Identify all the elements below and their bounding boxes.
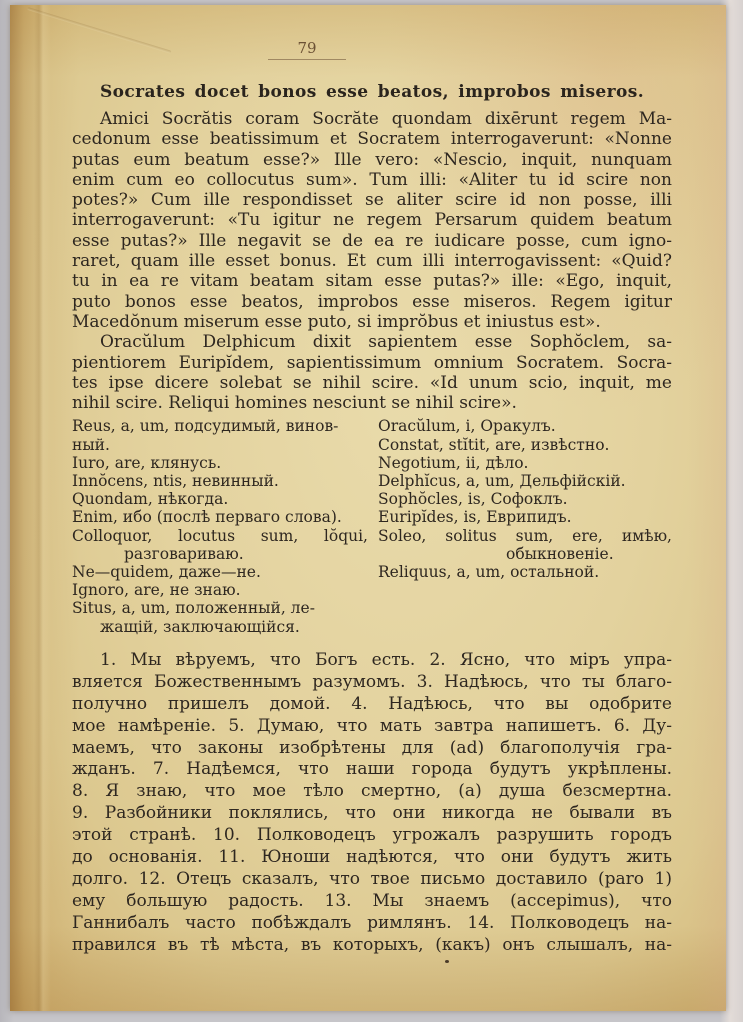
vocabulary-left-column <box>72 417 368 635</box>
text-line: вляется Божественнымъ разумомъ. 3. Надѣюсь, что ты благо- <box>72 671 672 692</box>
exercise-paragraph <box>72 650 672 957</box>
text-line: Colloquor, locutus sum, lŏqui, <box>72 526 368 545</box>
text-line: 1. Мы вѣруемъ, что Богъ есть. 2. Ясно, что міръ упра- <box>100 649 672 670</box>
text-line: жданъ. 7. Надѣемся, что наши города будутъ укрѣплены. <box>72 759 672 780</box>
text-line: Ганнибалъ часто побѣждалъ римлянъ. 14. Полководецъ на- <box>72 912 672 933</box>
text-line: Amici Socrătis coram Socrăte quondam dixērunt regem Ma- <box>100 109 672 129</box>
text-line: ему большую радость. 13. Мы знаемъ (accepimus), что <box>72 890 672 911</box>
page-content <box>72 5 672 957</box>
text-line: nihil scire. Reliqui homines nesciunt se nihil scire». <box>72 393 517 414</box>
text-line: этой странѣ. 10. Полководецъ угрожалъ разрушить городъ <box>72 825 672 846</box>
text-line: pientiorem Euripĭdem, sapientissimum omnium Socratem. Socra- <box>72 352 672 373</box>
text-line: esse putas?» Ille negavit se de ea re iudicare posse, cum igno- <box>72 230 672 251</box>
text-line: жащій, заключающійся. <box>100 617 300 636</box>
text-line: Situs, a, um, положенный, ле- <box>72 599 315 618</box>
ink-speck <box>445 960 449 963</box>
text-line: Delphĭcus, a, um, Дельфійскій. <box>378 472 626 491</box>
text-line: interrogaverunt: «Tu igitur ne regem Persarum quidem beatum <box>72 210 672 231</box>
page-number: 79 <box>268 39 346 60</box>
text-line: маемъ, что законы изобрѣтены для (ad) благополучія гра- <box>72 737 672 758</box>
text-line: enim cum eo collocutus sum». Tum illi: «Aliter tu id scire non <box>72 169 672 190</box>
book-page <box>10 5 726 1011</box>
text-line: Enim, ибо (послѣ перваго слова). <box>72 508 342 527</box>
text-line: Soleo, solitus sum, ere, имѣю, <box>378 526 672 545</box>
page-header <box>72 39 672 63</box>
text-line: potes?» Cum ille respondisset se aliter scire id non posse, illi <box>72 190 672 211</box>
text-line: Ignoro, are, не знаю. <box>72 581 241 600</box>
text-line: Innŏcens, ntis, невинный. <box>72 472 279 491</box>
text-line: получно пришелъ домой. 4. Надѣюсь, что вы одобрите <box>72 693 672 714</box>
text-line: мое намѣреніе. 5. Думаю, что мать завтра напишетъ. 6. Ду- <box>72 715 672 736</box>
text-line: Macedŏnum miserum esse puto, si imprŏbus et iniustus est». <box>72 311 601 332</box>
text-line: putas eum beatum esse?» Ille vero: «Nescio, inquit, nunquam <box>72 149 672 170</box>
vocabulary-right-column <box>378 417 672 635</box>
text-line: Ne—quidem, даже—не. <box>72 563 261 582</box>
text-line: до основанія. 11. Юноши надѣются, что они будутъ жить <box>72 847 672 868</box>
text-line: Sophŏcles, is, Софоклъ. <box>378 490 568 509</box>
text-line: Reliquus, a, um, остальной. <box>378 563 600 582</box>
text-line: правился въ тѣ мѣста, въ которыхъ, (какъ) онъ слышалъ, на- <box>72 934 672 955</box>
text-line: Negotium, ii, дѣло. <box>378 453 529 472</box>
text-line: raret, quam ille esset bonus. Et cum illi interrogavissent: «Quid? <box>72 251 672 272</box>
lesson-title: Socrates docet bonos esse beatos, improbos miseros. <box>99 82 645 102</box>
text-line: Constat, stĭtit, are, извѣстно. <box>378 435 610 454</box>
latin-paragraph-2 <box>72 332 672 413</box>
text-line: долго. 12. Отецъ сказалъ, что твое письмо доставило (paro 1) <box>72 868 672 889</box>
text-line: 9. Разбойники поклялись, что они никогда не бывали въ <box>72 803 672 824</box>
text-line: puto bonos esse beatos, improbos esse miseros. Regem igitur <box>72 291 672 312</box>
text-line: tes ipse dicere solebat se nihil scire. «Id unum scio, inquit, me <box>72 372 672 393</box>
latin-paragraph-1 <box>72 109 672 332</box>
text-line: Reus, a, um, подсудимый, винов- <box>72 417 339 436</box>
text-line: Iuro, are, клянусь. <box>72 453 222 472</box>
text-line: Oracŭlum Delphicum dixit sapientem esse Sophŏclem, sa- <box>100 332 672 353</box>
text-line: ный. <box>72 435 110 454</box>
text-line: обыкновеніе. <box>506 544 614 563</box>
text-line: cedonum esse beatissimum et Socratem interrogaverunt: «Nonne <box>72 129 672 150</box>
vocabulary-section <box>72 417 672 635</box>
text-line: Euripĭdes, is, Еврипидъ. <box>378 508 572 527</box>
text-line: Oracŭlum, i, Оракулъ. <box>378 417 556 436</box>
text-line: 8. Я знаю, что мое тѣло смертно, (а) душа безсмертна. <box>72 781 672 802</box>
text-line: tu in ea re vitam beatam sitam esse putas?» ille: «Ego, inquit, <box>72 271 672 292</box>
text-line: разговариваю. <box>124 544 244 563</box>
text-line: Quondam, нѣкогда. <box>72 490 229 509</box>
